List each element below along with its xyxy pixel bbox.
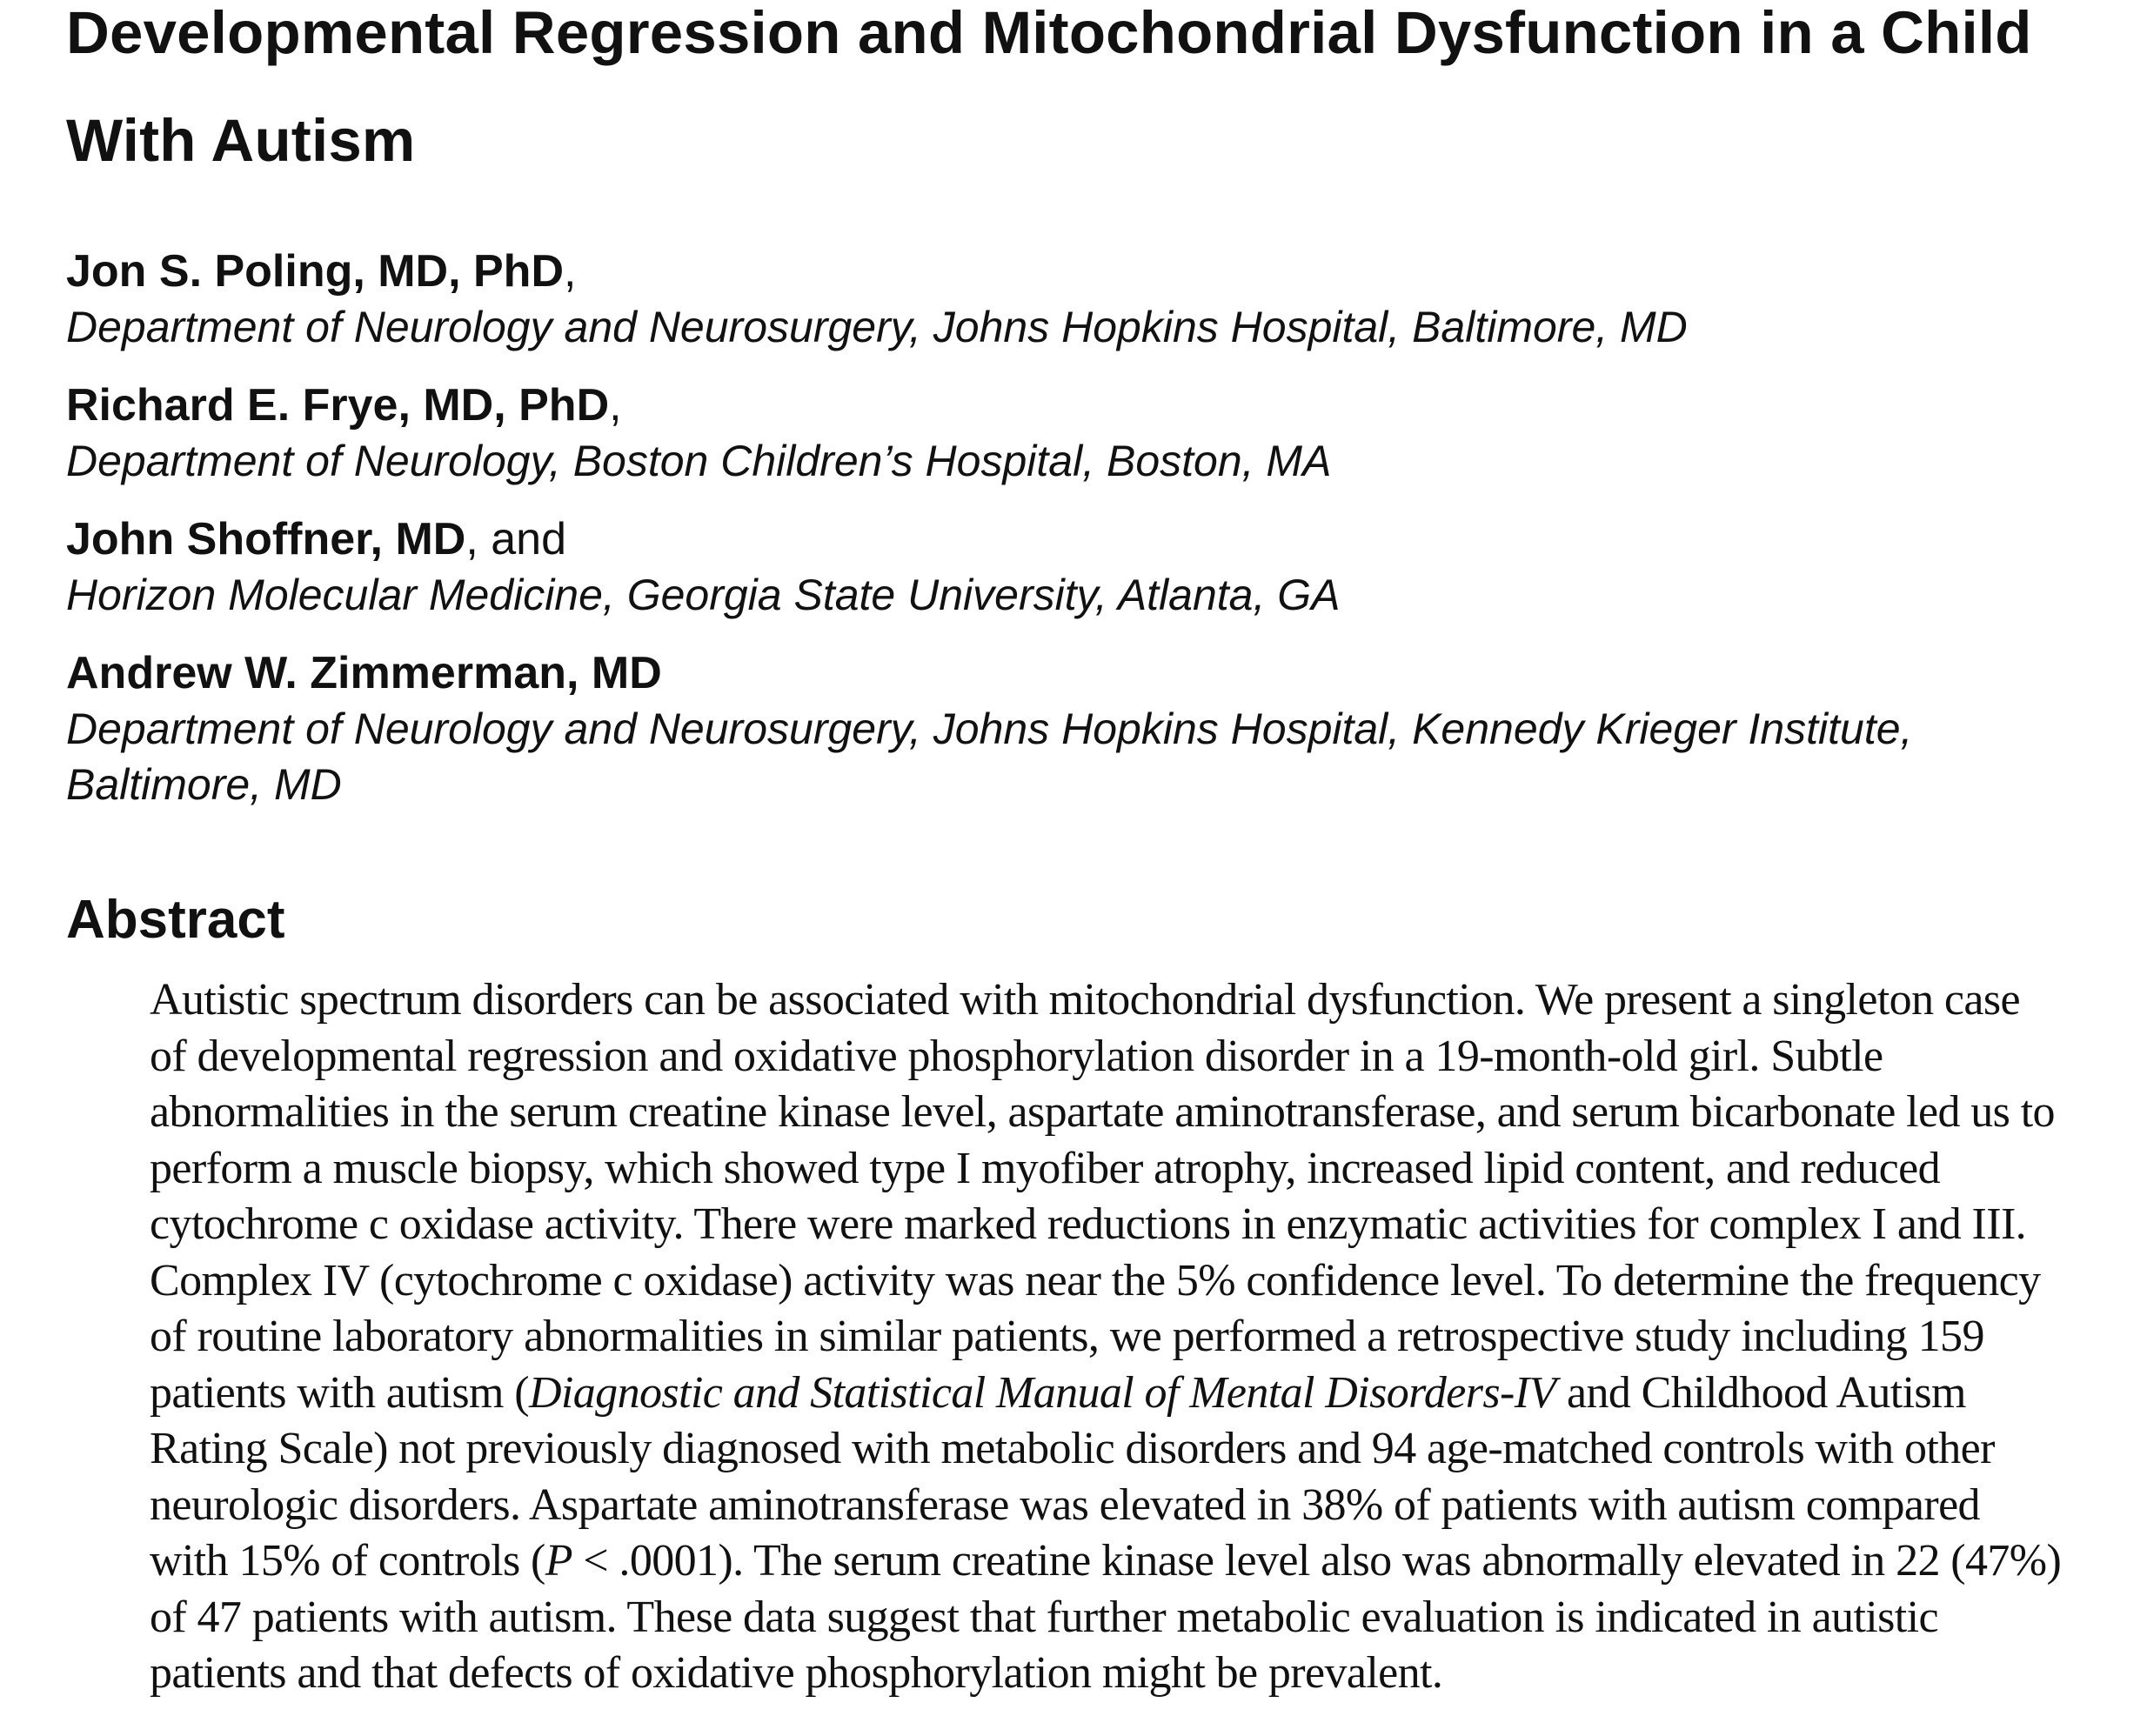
abstract-text-part: and Childhood Autism Rating Scale) not previously diagnosed with metabolic disorders and 94 age-matched controls with other neurologic disorders. Aspartate aminotransferase was elevated in 38% of patients with autism compared with 15% of controls (: [150, 1367, 1995, 1586]
author-list: [66, 244, 2093, 835]
author-entry: [66, 511, 2093, 623]
author-affiliation: Department of Neurology, Boston Children’s Hospital, Boston, MA: [66, 437, 1332, 485]
author-suffix: ,: [564, 246, 577, 297]
author-suffix: , and: [465, 514, 566, 564]
author-line: [66, 377, 2093, 433]
author-name: John Shoffner, MD: [66, 514, 466, 564]
article-page: [66, 0, 2093, 1736]
author-affiliation: Horizon Molecular Medicine, Georgia State University, Atlanta, GA: [66, 571, 1341, 619]
article-title: Developmental Regression and Mitochondrial Dysfunction in a Child With Autism: [66, 0, 2032, 174]
author-suffix: ,: [609, 380, 622, 431]
abstract-text: [150, 972, 2063, 1702]
abstract-text-part: < .0001). The serum creatine kinase level also was abnormally elevated in 22 (47%) of 47 patients with autism. These data suggest that further metabolic evaluation is indicated in autistic patients and that defects of oxidative phosphorylation might be prevalent.: [150, 1536, 2062, 1698]
author-name: Richard E. Frye, MD, PhD: [66, 380, 610, 431]
author-line: [66, 645, 2093, 701]
author-line: [66, 244, 2093, 299]
author-affiliation: Department of Neurology and Neurosurgery, Johns Hopkins Hospital, Baltimore, MD: [66, 303, 1688, 351]
author-affiliation: Department of Neurology and Neurosurgery, Johns Hopkins Hospital, Kennedy Krieger Institute, Baltimore, MD: [66, 704, 1913, 809]
author-entry: [66, 244, 2093, 355]
abstract-italic-p: P: [545, 1536, 572, 1586]
author-line: [66, 511, 2093, 567]
abstract-heading: Abstract: [66, 890, 285, 950]
author-name: Andrew W. Zimmerman, MD: [66, 648, 662, 698]
abstract-text-part: Autistic spectrum disorders can be associated with mitochondrial dysfunction. We present a singleton case of developmental regression and oxidative phosphorylation disorder in a 19-month-old girl. Subtle abnormalities in the serum creatine kinase level, aspartate aminotransferase, and serum bicarbonate led us to perform a muscle biopsy, which showed type I myofiber atrophy, increased lipid content, and reduced cytochrome c oxidase activity. There were marked reductions in enzymatic activities for complex I and III. Complex IV (cytochrome c oxidase) activity was near the 5% confidence level. To determine the frequency of routine laboratory abnormalities in similar patients, we performed a retrospective study including 159 patients with autism (: [150, 975, 2055, 1418]
author-entry: [66, 377, 2093, 489]
abstract-italic-citation: Diagnostic and Statistical Manual of Mental Disorders-IV: [528, 1367, 1556, 1418]
author-entry: [66, 645, 2093, 812]
author-name: Jon S. Poling, MD, PhD: [66, 246, 564, 297]
